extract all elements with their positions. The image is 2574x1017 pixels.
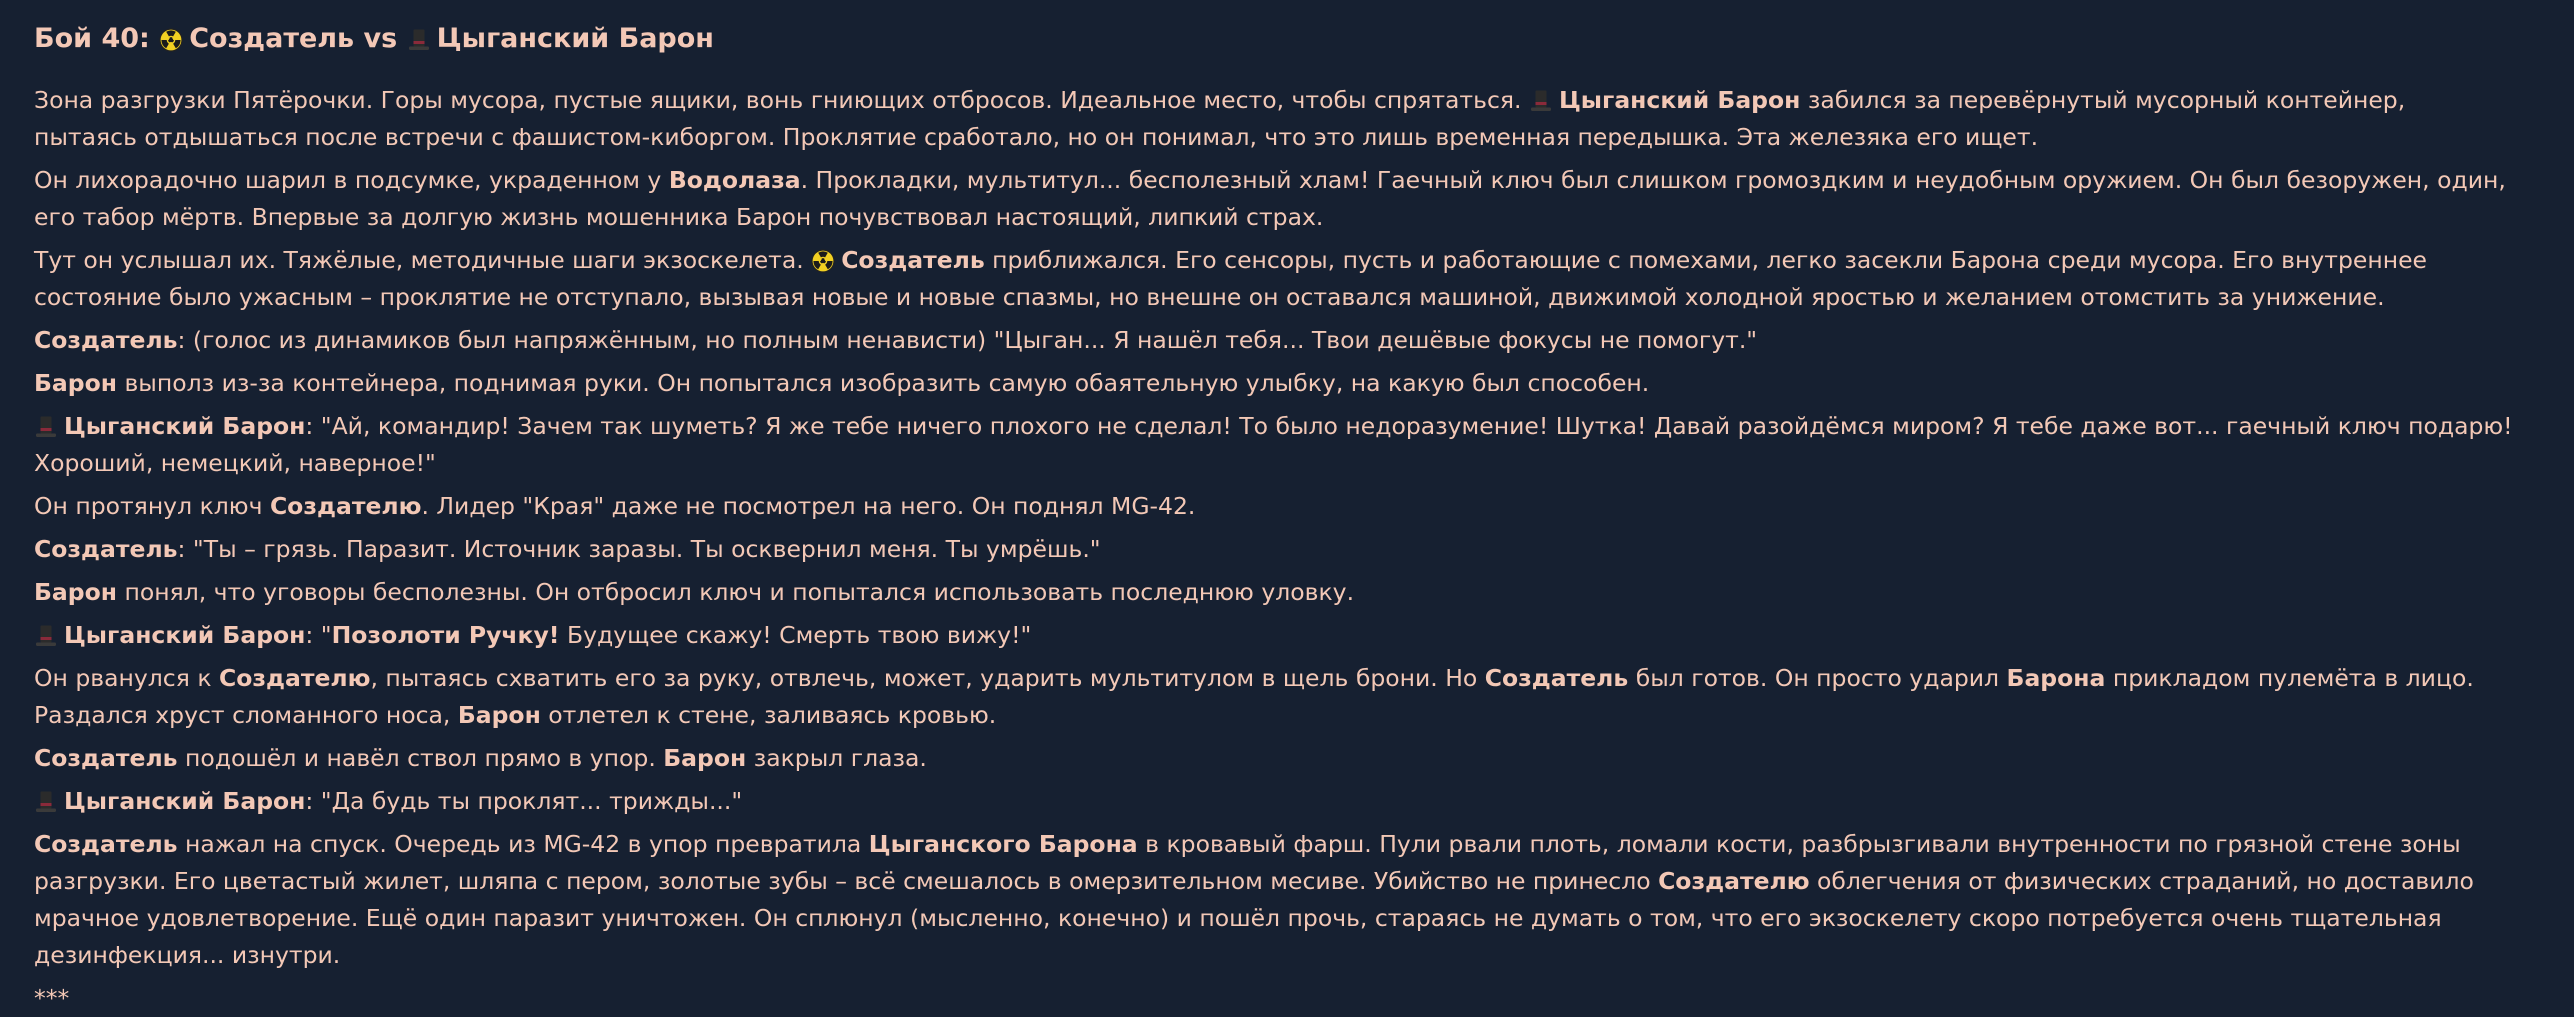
- bold-name: Водолаза: [668, 166, 801, 194]
- story-paragraph: [34, 783, 2514, 820]
- top-hat-icon: [34, 790, 58, 814]
- text-run: был готов. Он просто ударил: [1628, 664, 2007, 692]
- text-run: подошёл и навёл ствол прямо в упор.: [177, 744, 664, 772]
- bold-name: Создатель: [34, 326, 178, 354]
- bold-name: Позолоти Ручку!: [331, 621, 560, 649]
- top-hat-icon: [407, 28, 431, 52]
- story-paragraph: [34, 740, 2514, 777]
- bold-name: Барон: [34, 369, 117, 397]
- text-run: Он протянул ключ: [34, 492, 270, 520]
- bold-name: Создателю: [269, 492, 422, 520]
- text-run: понял, что уговоры бесполезны. Он отбросил ключ и попытался использовать последнюю уловку.: [116, 578, 1355, 606]
- radioactive-icon: [159, 28, 183, 52]
- bold-name: Создатель: [34, 830, 178, 858]
- bold-name: Цыганский Барон: [64, 412, 306, 440]
- story-text: [34, 82, 2514, 1017]
- story-paragraph: [34, 488, 2514, 525]
- story-paragraph: [34, 617, 2514, 654]
- story-paragraph: [34, 82, 2514, 156]
- text-run: : "Да будь ты проклят... трижды...": [305, 787, 743, 815]
- top-hat-icon: [34, 624, 58, 648]
- text-run: приближался. Его сенсоры, пусть и работающие с помехами, легко засекли Барона среди мусора. Его внутреннее состояние было ужасным – проклятие не отступало, вызывая новые и новые спазмы, но внешне он оставался машиной, движимой холодной яростью и желанием отомстить за унижение.: [34, 246, 2428, 311]
- text-run: забился за перевёрнутый мусорный контейнер, пытаясь отдышаться после встречи с фашистом-киборгом. Проклятие сработало, но он понимал, что это лишь временная передышка. Эта железяка его ищет.: [34, 86, 2406, 151]
- story-paragraph: [34, 408, 2514, 482]
- text-run: : "Ай, командир! Зачем так шуметь? Я же тебе ничего плохого не сделал! То было недоразумение! Шутка! Давай разойдёмся миром? Я тебе даже вот... гаечный ключ подарю! Хороший, немецкий, наверное!": [34, 412, 2513, 477]
- text-run: выполз из-за контейнера, поднимая руки. Он попытался изобразить самую обаятельную улыбку, на какую был способен.: [116, 369, 1650, 397]
- text-run: закрыл глаза.: [746, 744, 927, 772]
- story-paragraph: [34, 531, 2514, 568]
- fighter-1-name: Создатель: [189, 23, 355, 54]
- top-hat-icon: [34, 415, 58, 439]
- vs-label: vs: [363, 23, 398, 54]
- text-run: отлетел к стене, заливаясь кровью.: [540, 701, 997, 729]
- text-run: Он лихорадочно шарил в подсумке, украденном у: [34, 166, 669, 194]
- text-run: Зона разгрузки Пятёрочки. Горы мусора, пустые ящики, вонь гниющих отбросов. Идеальное место, чтобы спрятаться.: [34, 86, 1529, 114]
- bold-name: Барон: [663, 744, 747, 772]
- text-run: Он рванулся к: [34, 664, 219, 692]
- bold-name: Барон: [457, 701, 541, 729]
- story-paragraph: [34, 826, 2514, 974]
- story-paragraph: [34, 574, 2514, 611]
- bold-name: Барон: [34, 578, 117, 606]
- story-paragraph: [34, 980, 2514, 1017]
- text-run: , пытаясь схватить его за руку, отвлечь, может, ударить мультитулом в щель брони. Но: [370, 664, 1485, 692]
- bold-name: Цыганский Барон: [1558, 86, 1801, 114]
- text-run: . Прокладки, мультитул... бесполезный хлам! Гаечный ключ был слишком громоздким и неудобным оружием. Он был безоружен, один, его табор мёртв. Впервые за долгую жизнь мошенника Барон почувствовал настоящий, липкий страх.: [34, 166, 2506, 231]
- bold-name: Создатель: [34, 535, 178, 563]
- bold-name: Создатель: [34, 744, 178, 772]
- fighter-2-name: Цыганский Барон: [436, 23, 714, 54]
- text-run: Тут он услышал их. Тяжёлые, методичные шаги экзоскелета.: [34, 246, 812, 274]
- bold-name: Создателю: [218, 664, 371, 692]
- top-hat-icon: [1529, 89, 1553, 113]
- text-run: нажал на спуск. Очередь из MG-42 в упор превратила: [177, 830, 869, 858]
- bold-name: Создателю: [1658, 867, 1810, 895]
- text-run: : (голос из динамиков был напряжённым, но полным ненависти) "Цыган... Я нашёл тебя... Твои дешёвые фокусы не помогут.": [177, 326, 1758, 354]
- bold-name: Создатель: [841, 246, 985, 274]
- story-paragraph: [34, 162, 2514, 236]
- fight-number: Бой 40:: [34, 23, 150, 54]
- story-paragraph: [34, 365, 2514, 402]
- bold-name: Цыганский Барон: [64, 621, 306, 649]
- radioactive-icon: [811, 249, 835, 273]
- story-paragraph: [34, 660, 2514, 734]
- text-run: в кровавый фарш. Пули рвали плоть, ломали кости, разбрызгивали внутренности по грязной стене зоны разгрузки. Его цветастый жилет, шляпа с пером, золотые зубы – всё смешалось в омерзительном месиве. Убийство не принесло: [34, 830, 2461, 895]
- bold-name: Барона: [2006, 664, 2106, 692]
- text-run: : "Ты – грязь. Паразит. Источник заразы. Ты осквернил меня. Ты умрёшь.": [177, 535, 1101, 563]
- story-paragraph: [34, 242, 2514, 316]
- story-paragraph: [34, 322, 2514, 359]
- text-run: ***: [34, 984, 70, 1012]
- fight-title: [34, 18, 2514, 60]
- bold-name: Цыганского Барона: [868, 830, 1138, 858]
- text-run: прикладом пулемёта в лицо. Раздался хруст сломанного носа,: [34, 664, 2474, 729]
- bold-name: Цыганский Барон: [64, 787, 306, 815]
- text-run: облегчения от физических страданий, но доставило мрачное удовлетворение. Ещё один паразит уничтожен. Он сплюнул (мысленно, конечно) и пошёл прочь, стараясь не думать о том, что его экзоскелету скоро потребуется очень тщательная дезинфекция... изнутри.: [34, 867, 2474, 969]
- text-run: Будущее скажу! Смерть твою вижу!": [559, 621, 1032, 649]
- bold-name: Создатель: [1484, 664, 1629, 692]
- text-run: : ": [305, 621, 332, 649]
- text-run: . Лидер "Края" даже не посмотрел на него. Он поднял MG-42.: [421, 492, 1196, 520]
